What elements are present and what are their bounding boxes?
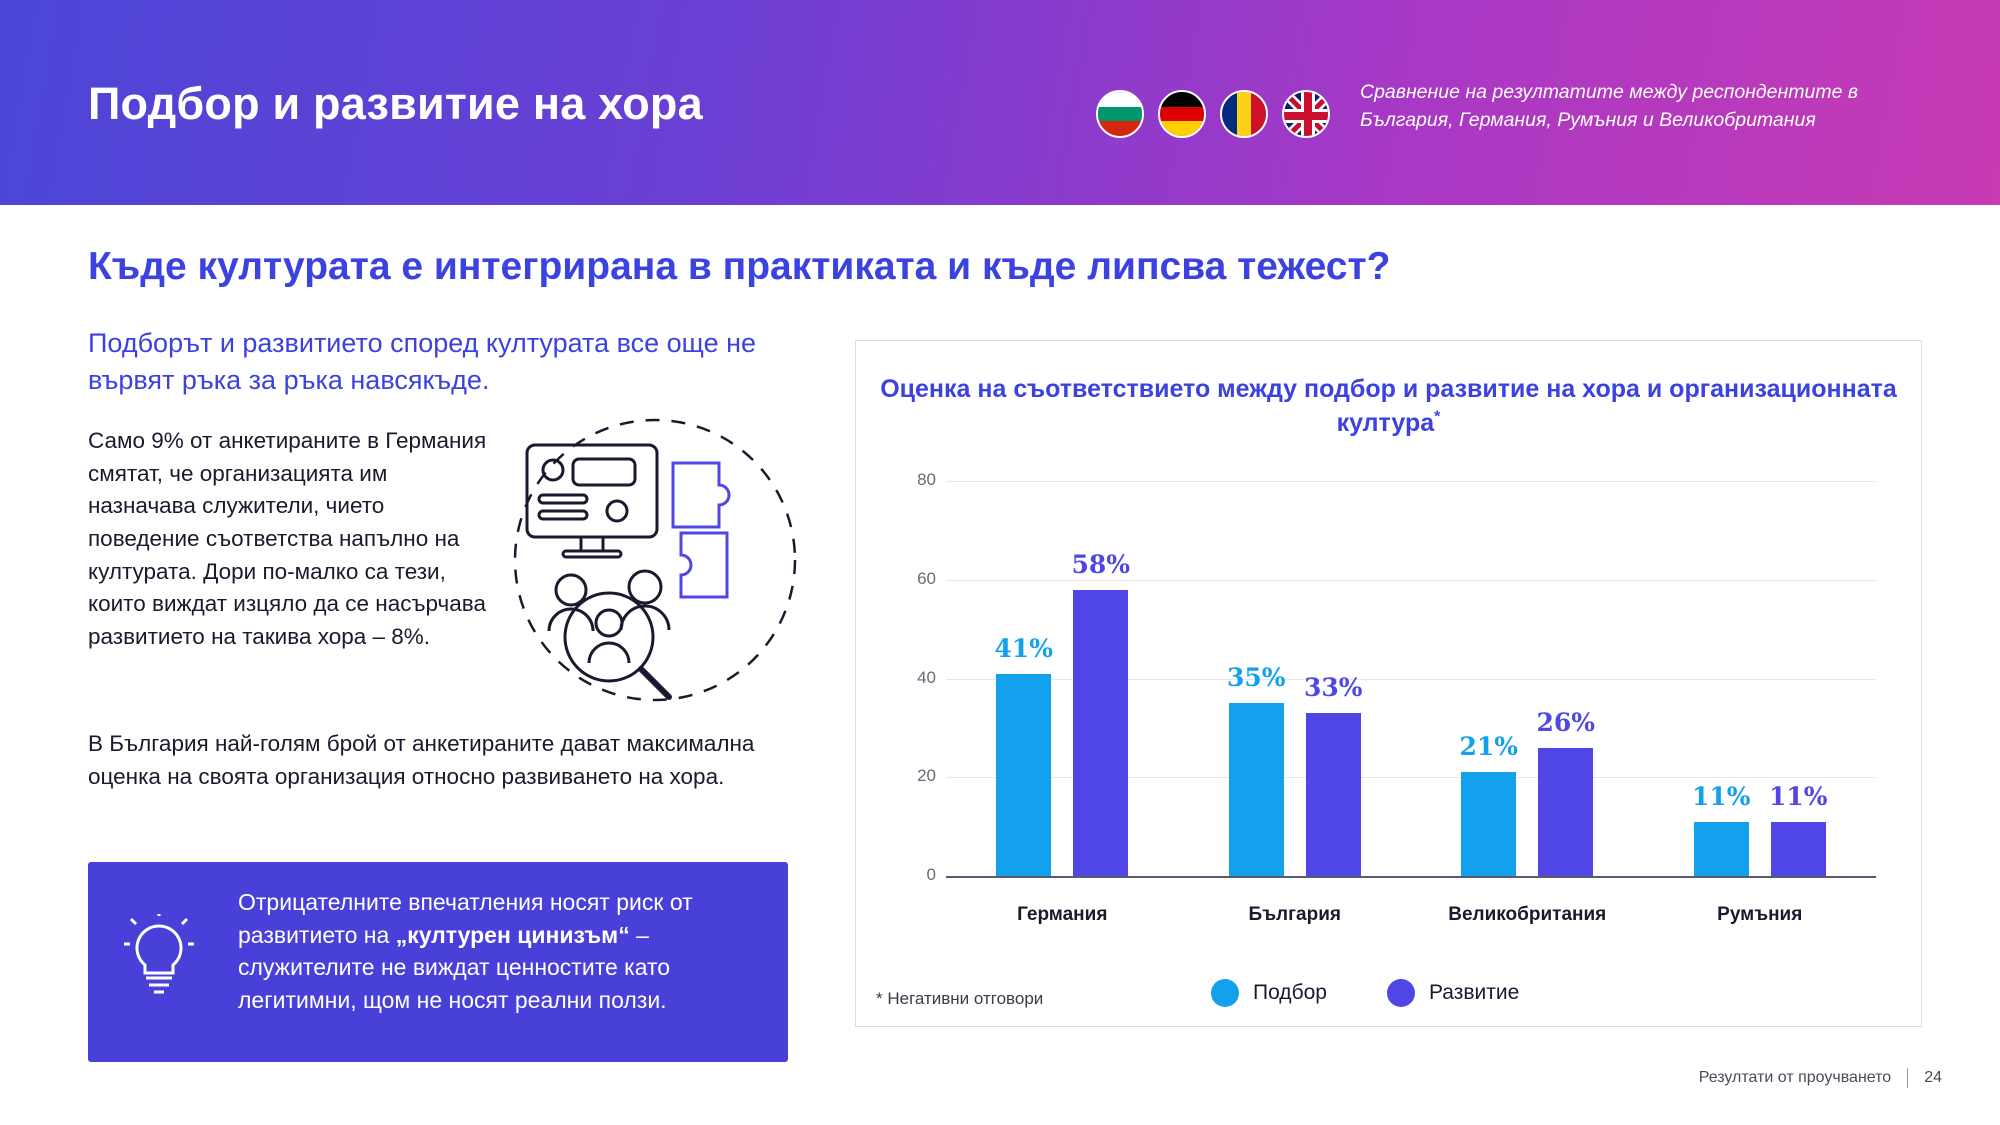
chart-panel [855,340,1922,1027]
chart-bar [1691,781,1751,876]
callout-text-emphasis: „културен цинизъм“ [395,921,630,948]
people-culture-illustration [505,415,825,715]
body-paragraph-1: Само 9% от анкетираните в Германия смятат, че организацията им назначава служители, чието поведение съответства напълно на културата. Дори по-малко са тези, които виждат изцяло да се насърчава развитието на такива хора – 8%. [88,428,487,649]
slide-footer [1699,1068,1942,1088]
footer-divider [1907,1068,1908,1088]
y-axis-tick-label: 60 [917,568,936,588]
chart-bar-label: 33% [1303,673,1363,703]
chart-bar [1768,781,1828,876]
chart-title-text: Оценка на съответствието между подбор и развитие на хора и организационната култура* [880,375,1897,438]
legend-item[interactable] [1387,979,1519,1007]
legend-item[interactable] [1211,979,1327,1007]
y-axis-tick-label: 20 [917,766,936,786]
y-axis-tick-label: 0 [926,865,936,884]
uk-flag [1282,90,1330,138]
callout-text-part-1: Отрицателните впечатления носят риск от развитието на [238,889,693,948]
chart-bar-label: 26% [1536,707,1596,737]
chart-bar [1303,673,1363,876]
legend-color-dot [1387,979,1415,1007]
chart-bar-label: 11% [1768,781,1828,811]
callout-text [238,886,758,1017]
chart-bar-label: 41% [994,633,1054,663]
page-header [0,0,2000,205]
chart-bar [1536,707,1596,876]
legend-color-dot [1211,979,1239,1007]
lede-text: Подборът и развитието според културата все още не вървят ръка за ръка навсякъде. [88,328,757,396]
legend-label: Развитие [1428,981,1520,1004]
body-paragraph-2: В България най-голям брой от анкетираните дават максимална оценка на своята организация относно развиването на хора. [88,731,755,789]
flag-group [1096,90,1330,138]
chart-bar-label: 35% [1226,663,1286,693]
chart-bar [1071,549,1131,876]
footer-source: Резултати от проучването [1698,1069,1892,1086]
y-axis-tick-label: 40 [917,667,936,687]
romania-flag [1220,90,1268,138]
x-axis-category-label: България [1248,904,1341,925]
footer-page-number: 24 [1924,1069,1942,1086]
callout-box [88,862,788,1062]
legend-label: Подбор [1253,981,1327,1004]
x-axis-category-label: Великобритания [1448,904,1607,925]
header-caption: Сравнение на резултатите между респондентите в България, Германия, Румъния и Великобритания [1360,81,1859,132]
chart-baseline [946,876,1876,878]
x-axis-category-label: Румъния [1717,904,1803,925]
chart-bar [994,633,1054,876]
germany-flag [1158,90,1206,138]
chart-bar-label: 21% [1459,732,1519,762]
chart-bar [1226,663,1286,876]
chart-bar-label: 58% [1071,549,1131,579]
callout-text-part-2: – служителите не виждат ценностите като легитимни, щом не носят реални ползи. [238,921,671,1013]
chart-bar [1459,732,1519,876]
bulgaria-flag [1096,90,1144,138]
chart-gridline [946,481,1876,482]
chart-gridline [946,580,1876,581]
chart-title [856,373,1921,441]
page-title: Подбор и развитие на хора [88,78,703,129]
chart-footnote: * Негативни отговори [876,989,1044,1008]
question-title: Къде културата е интегрирана в практиката и къде липсва тежест? [88,245,1391,288]
y-axis-tick-label: 80 [917,470,936,489]
lightbulb-icon [124,914,194,1004]
chart-plot-area [896,470,1881,936]
chart-bar-label: 11% [1691,781,1751,811]
chart-legend [1211,979,1519,1007]
x-axis-category-label: Германия [1017,904,1108,925]
